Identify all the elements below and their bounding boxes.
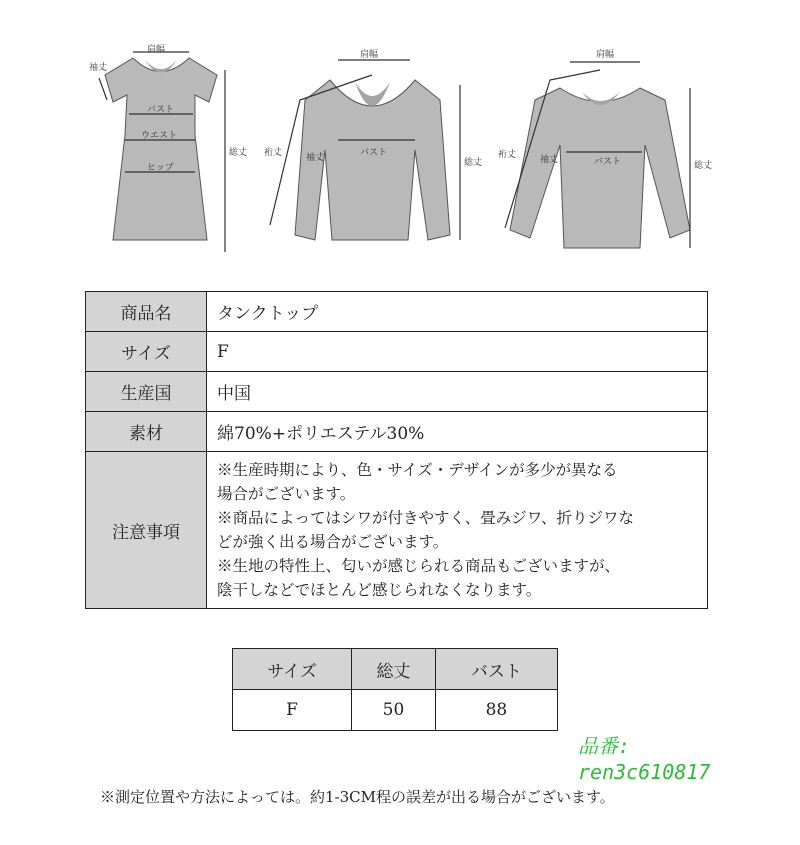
sweater-length-label: 総丈 [464,158,483,168]
dress-shape [105,58,217,240]
size-header-cell: 総丈 [352,649,436,690]
dress-shoulder-label: 肩幅 [147,45,166,55]
note-line: ※商品によってはシワが付きやすく、畳みジワ、折りジワな [217,509,634,527]
note-line: 陰干しなどでほとんど感じられなくなります。 [217,581,542,599]
measurement-footnote: ※測定位置や方法によっては。約1-3CM程の誤差が出る場合がございます。 [100,788,615,806]
size-header-cell: サイズ [233,649,352,690]
info-row-notes [86,452,708,609]
product-code-value: ren3c610817 [578,760,711,784]
note-line: 場合がございます。 [217,485,356,503]
sweater-bust-label: バスト [360,148,388,158]
tee-bust-label: バスト [594,157,622,167]
size-header-cell: バスト [435,649,557,690]
info-key: サイズ [86,332,207,372]
tee-sleeve-label: 袖丈 [540,155,559,165]
info-row-country [86,372,708,412]
size-table [232,648,558,731]
sweater-shoulder-label: 肩幅 [360,50,379,60]
sweater-measurement-diagram [260,40,490,255]
note-line: ※生産時期により、色・サイズ・デザインが多少が異なる [217,461,618,479]
dress-sleeve-label: 袖丈 [89,63,108,73]
info-key: 商品名 [86,292,207,332]
info-key: 生産国 [86,372,207,412]
sweater-yuki-label: 裄丈 [264,148,283,158]
note-line: どが強く出る場合がございます。 [217,533,449,551]
info-key: 注意事項 [86,452,207,609]
size-table-row [233,690,558,731]
size-table-header [233,649,558,690]
info-value: 中国 [207,372,708,412]
sweater-sleeve-label: 袖丈 [306,153,325,163]
dress-bust-label: バスト [147,105,175,115]
tee-shape [510,88,690,248]
dress-hip-label: ヒップ [147,163,174,173]
tee-length-label: 総丈 [694,161,713,171]
dress-measurement-diagram [85,40,255,265]
tee-shoulder-label: 肩幅 [596,50,615,60]
note-line: ※生地の特性上、匂いが感じられる商品もございますが、 [217,557,621,575]
info-value: タンクトップ [207,292,708,332]
notes-cell [207,452,708,609]
info-row-material [86,412,708,452]
tee-measurement-diagram [490,40,720,255]
tee-yuki-label: 裄丈 [498,150,517,160]
dress-waist-label: ウエスト [141,131,178,141]
info-value: F [207,332,708,372]
size-cell: 50 [352,690,436,731]
product-code-label: 品番: [578,734,631,758]
product-info-table [85,291,708,609]
size-cell: 88 [435,690,557,731]
info-row-name [86,292,708,332]
info-key: 素材 [86,412,207,452]
size-cell: F [233,690,352,731]
info-value: 綿70%+ポリエステル30% [207,412,708,452]
dress-length-label: 総丈 [229,148,248,158]
info-row-size [86,332,708,372]
product-code [578,733,710,785]
